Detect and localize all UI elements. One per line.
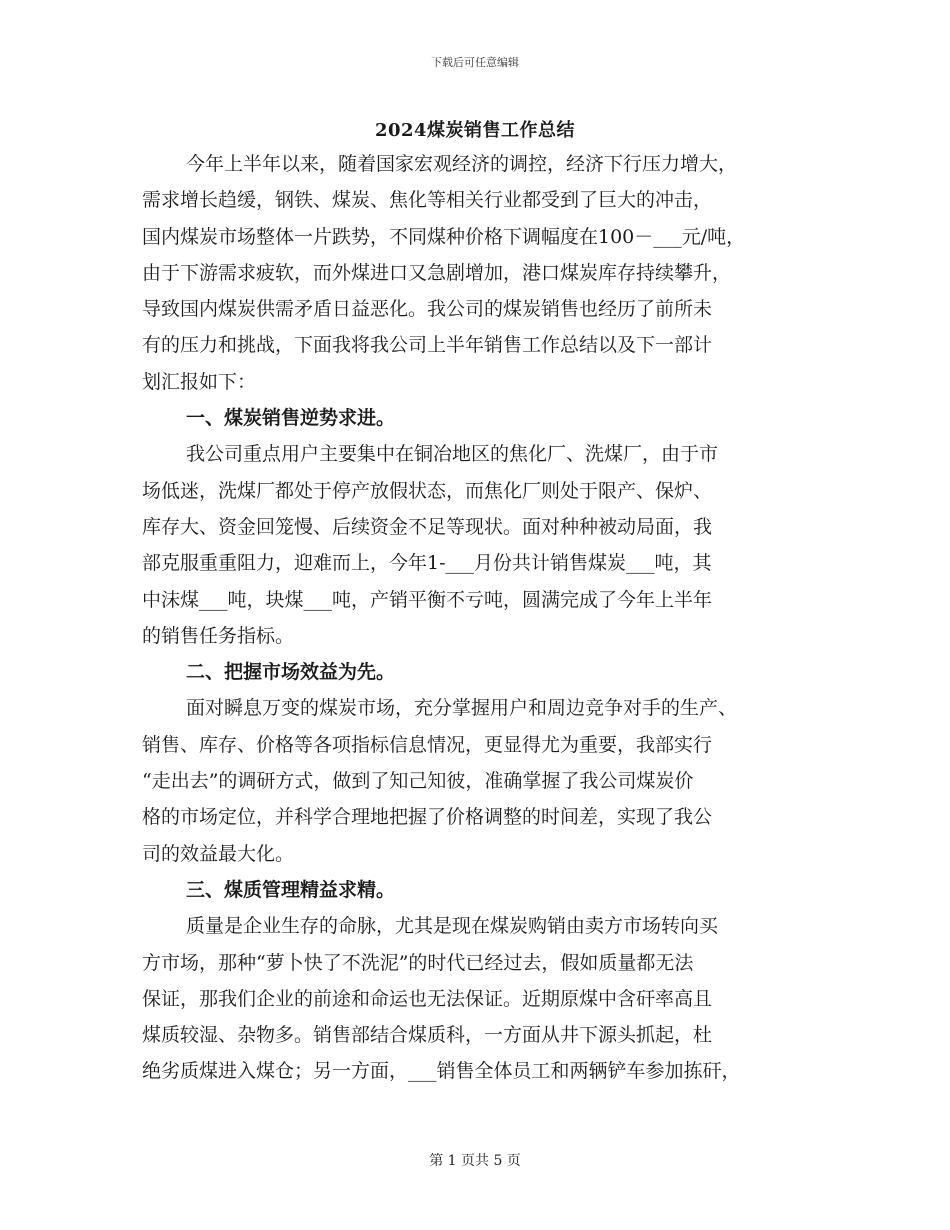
body-text-line: 由于下游需求疲软，而外煤进口又急剧增加，港口煤炭库存持续攀升，: [142, 261, 732, 284]
page-footer: 第 1 页共 5 页: [429, 1153, 521, 1169]
body-text-line: 今年上半年以来，随着国家宏观经济的调控，经济下行压力增大，: [186, 153, 738, 175]
body-text-line: 部克服重重阻力，迎难而上，今年1-___月份共计销售煤炭___吨，其: [142, 552, 712, 575]
body-text-line: 绝劣质煤进入煤仓；另一方面，___销售全体员工和两辆铲车参加拣矸，: [142, 1060, 741, 1083]
body-text-line: 司的效益最大化。: [142, 842, 295, 865]
section-heading: 一、煤炭销售逆势求进。: [186, 407, 396, 430]
body-text-line: 销售、库存、价格等各项指标信息情况，更显得尤为重要，我部实行: [142, 733, 713, 756]
body-text-line: 保证，那我们企业的前途和命运也无法保证。近期原煤中含矸率高且: [142, 987, 713, 1010]
document-title: 2024煤炭销售工作总结: [374, 120, 576, 141]
body-text-line: “走出去”的调研方式，做到了知己知彼，准确掌握了我公司煤炭价: [142, 770, 694, 793]
section-heading: 三、煤质管理精益求精。: [186, 878, 396, 901]
body-text-line: 有的压力和挑战，下面我将我公司上半年销售工作总结以及下一部计: [142, 334, 713, 357]
body-text-line: 煤质较湿、杂物多。销售部结合煤质科，一方面从井下源头抓起，杜: [142, 1024, 713, 1047]
body-text-line: 我公司重点用户主要集中在铜冶地区的焦化厂、洗煤厂，由于市: [186, 443, 719, 466]
body-text-line: 库存大、资金回笼慢、后续资金不足等现状。面对种种被动局面，我: [142, 515, 713, 538]
body-text-line: 划汇报如下：: [142, 370, 257, 393]
body-text-line: 需求增长趋缓，钢铁、煤炭、焦化等相关行业都受到了巨大的冲击，: [142, 189, 713, 212]
body-text-line: 质量是企业生存的命脉，尤其是现在煤炭购销由卖方市场转向买: [186, 915, 719, 938]
body-text-line: 导致国内煤炭供需矛盾日益恶化。我公司的煤炭销售也经历了前所未: [142, 298, 713, 321]
body-text-line: 格的市场定位，并科学合理地把握了价格调整的时间差，实现了我公: [142, 806, 713, 829]
body-text-line: 的销售任务指标。: [142, 624, 295, 647]
body-text-line: 场低迷，洗煤厂都处于停产放假状态，而焦化厂则处于限产、保炉、: [142, 479, 713, 502]
body-text-line: 面对瞬息万变的煤炭市场，充分掌握用户和周边竞争对手的生产、: [186, 697, 738, 720]
header-note: 下载后可任意编辑: [431, 56, 519, 69]
section-heading: 二、把握市场效益为先。: [186, 661, 396, 684]
body-text-line: 方市场，那种“萝卜快了不洗泥”的时代已经过去，假如质量都无法: [142, 951, 694, 974]
body-text-line: 中沫煤___吨，块煤___吨，产销平衡不亏吨，圆满完成了今年上半年: [142, 588, 713, 611]
body-text-line: 国内煤炭市场整体一片跌势，不同煤种价格下调幅度在100－___元/吨，: [142, 225, 746, 248]
document-body: [142, 146, 818, 1090]
